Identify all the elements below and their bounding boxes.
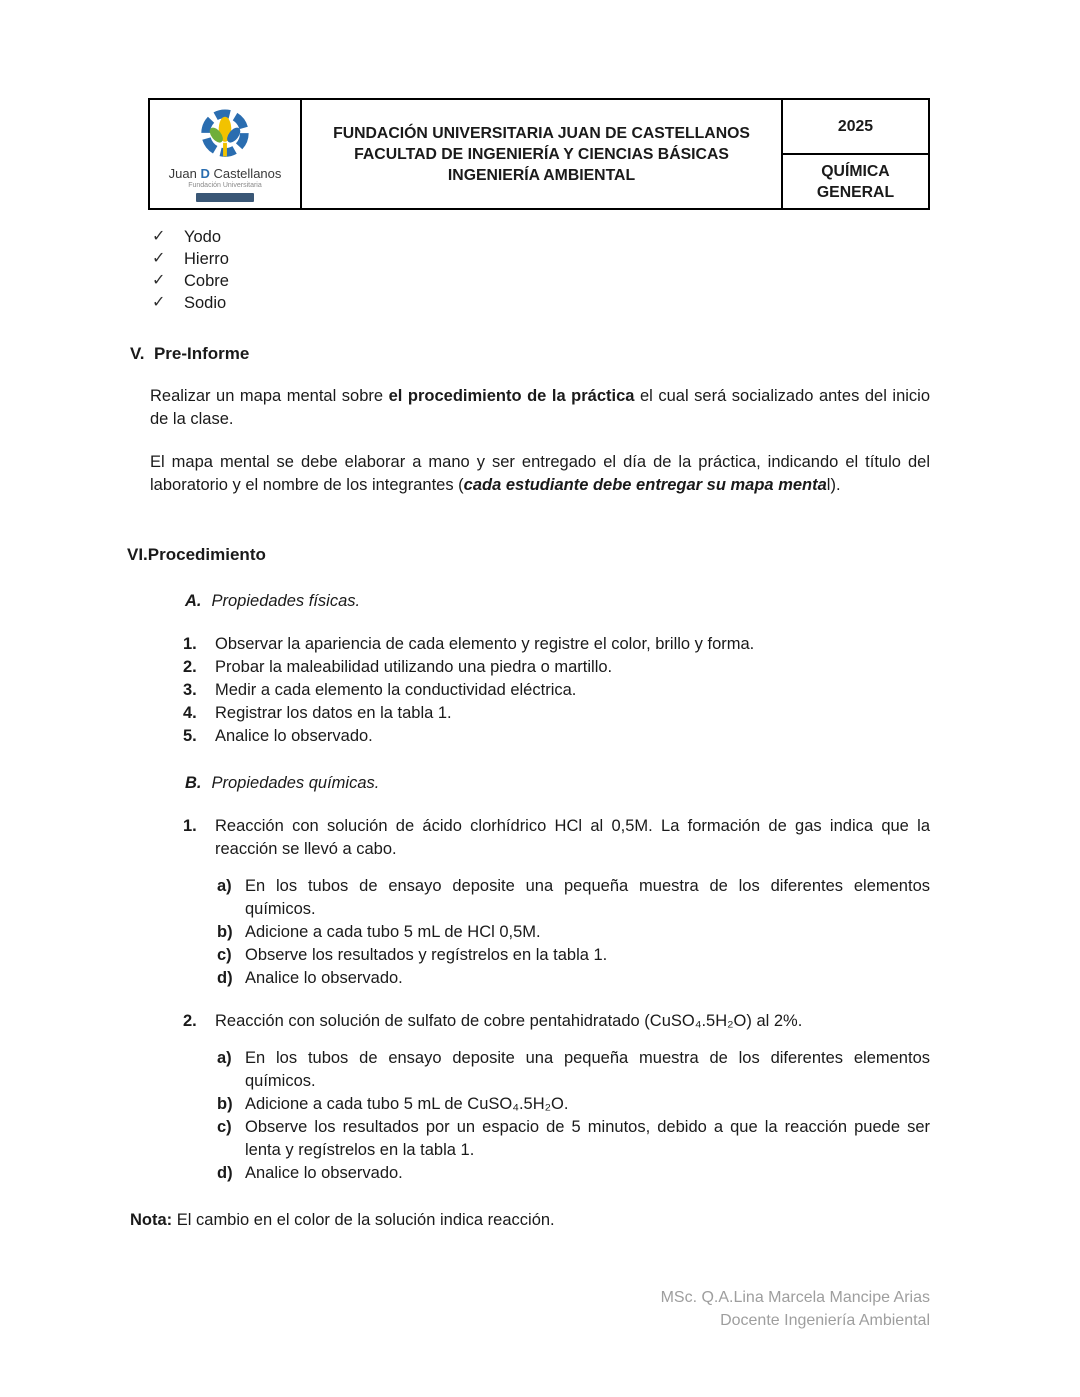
paragraph-text: el cual será socializado antes del inicio de la clase. — [150, 387, 930, 428]
logo-brand-text — [169, 167, 282, 181]
list-item — [217, 1116, 930, 1162]
paragraph-text: El mapa mental se debe elaborar a mano y ser entregado el día de la práctica, indicando el título del laboratorio y el nombre de los integrantes ( — [150, 453, 930, 494]
document-footer — [661, 1286, 930, 1332]
list-item — [152, 292, 930, 314]
list-item — [217, 1162, 930, 1185]
item-text: Analice lo observado. — [245, 969, 403, 987]
item-letter: b) — [217, 923, 233, 941]
paragraph-pre-informe-2 — [150, 451, 930, 497]
list-item — [217, 1047, 930, 1093]
lettered-sub-list — [130, 875, 930, 990]
subsection-title: Propiedades químicas. — [211, 774, 380, 792]
list-item — [152, 270, 930, 292]
item-text: Registrar los datos en la tabla 1. — [215, 704, 452, 722]
header-table — [148, 98, 930, 210]
item-text: Medir a cada elemento la conductividad eléctrica. — [215, 681, 577, 699]
checklist-label: Sodio — [184, 294, 227, 312]
item-number: 3. — [183, 681, 197, 699]
item-text: Observe los resultados por un espacio de 5 minutos, debido a que la reacción puede ser lenta y regístrelos en la tabla 1. — [245, 1118, 930, 1159]
section-heading-procedimiento: VI.Procedimiento — [127, 545, 266, 564]
list-item — [217, 921, 930, 944]
paragraph-text: Realizar un mapa mental sobre — [150, 387, 389, 405]
item-text: Observar la apariencia de cada elemento y registre el color, brillo y forma. — [215, 635, 755, 653]
subsection-label: A. — [185, 592, 202, 610]
item-letter: c) — [217, 946, 232, 964]
checklist-label: Hierro — [184, 250, 229, 268]
list-item — [183, 679, 930, 702]
list-item — [152, 248, 930, 270]
header-right-column — [783, 100, 928, 208]
item-text: Reacción con solución de ácido clorhídrico HCl al 0,5M. La formación de gas indica que la reacción se llevó a cabo. — [215, 817, 930, 858]
paragraph-pre-informe-1 — [150, 385, 930, 431]
element-checklist — [152, 226, 930, 314]
item-letter: c) — [217, 1118, 232, 1136]
header-title-line-1: FUNDACIÓN UNIVERSITARIA JUAN DE CASTELLANOS — [333, 124, 750, 142]
checklist-label: Yodo — [184, 228, 222, 246]
item-number: 2. — [183, 1012, 197, 1030]
item-text: En los tubos de ensayo deposite una pequeña muestra de los diferentes elementos químicos. — [245, 877, 930, 918]
logo-name-part3: Castellanos — [213, 166, 282, 181]
header-title-line-2: FACULTAD DE INGENIERÍA Y CIENCIAS BÁSICAS — [354, 145, 729, 163]
header-year: 2025 — [783, 100, 928, 155]
item-letter: d) — [217, 969, 233, 987]
logo-cell — [150, 100, 302, 208]
header-course: QUÍMICA GENERAL — [816, 162, 895, 201]
item-text: Adicione a cada tubo 5 mL de CuSO₄.5H₂O. — [245, 1095, 569, 1113]
list-item — [217, 1093, 930, 1116]
item-letter: a) — [217, 877, 232, 895]
lettered-sub-list — [130, 1047, 930, 1185]
logo-name-part2: D — [200, 166, 210, 181]
item-text: Probar la maleabilidad utilizando una piedra o martillo. — [215, 658, 613, 676]
item-text: En los tubos de ensayo deposite una pequeña muestra de los diferentes elementos químicos. — [245, 1049, 930, 1090]
list-item — [217, 875, 930, 921]
section-heading-pre-informe: V. Pre-Informe — [130, 344, 250, 363]
subsection-b-heading — [185, 772, 930, 795]
subsection-a-heading — [185, 590, 930, 613]
logo-subtitle: Fundación Universitaria — [188, 182, 262, 189]
item-text: Adicione a cada tubo 5 mL de HCl 0,5M. — [245, 923, 541, 941]
note-label: Nota: — [130, 1211, 173, 1229]
numbered-list-b — [130, 815, 930, 1185]
list-item — [183, 815, 930, 861]
footer-author: MSc. Q.A.Lina Marcela Mancipe Arias — [660, 1289, 930, 1306]
item-text: Analice lo observado. — [215, 727, 373, 745]
paragraph-bold-italic-text: cada estudiante debe entregar su mapa menta — [463, 476, 827, 494]
list-item — [183, 702, 930, 725]
header-title-cell — [302, 100, 783, 208]
list-item — [183, 656, 930, 679]
checkmark-icon: ✓ — [152, 228, 166, 245]
checkmark-icon: ✓ — [152, 250, 166, 267]
university-logo-icon — [194, 108, 256, 166]
paragraph-bold-text: el procedimiento de la práctica — [388, 387, 635, 405]
footer-role: Docente Ingeniería Ambiental — [720, 1312, 930, 1329]
numbered-list-a — [130, 633, 930, 748]
checkmark-icon: ✓ — [152, 294, 166, 311]
list-item — [183, 725, 930, 748]
item-number: 4. — [183, 704, 197, 722]
item-text: Analice lo observado. — [245, 1164, 403, 1182]
checklist-label: Cobre — [184, 272, 229, 290]
item-number: 2. — [183, 658, 197, 676]
logo-accreditation-bar — [196, 193, 254, 202]
item-number: 1. — [183, 635, 197, 653]
list-item — [217, 944, 930, 967]
list-item — [217, 967, 930, 990]
item-number: 1. — [183, 817, 197, 835]
note-paragraph — [130, 1209, 930, 1232]
list-item — [152, 226, 930, 248]
item-letter: d) — [217, 1164, 233, 1182]
note-text: El cambio en el color de la solución indica reacción. — [172, 1211, 555, 1229]
header-title-line-3: INGENIERÍA AMBIENTAL — [447, 166, 636, 184]
item-letter: a) — [217, 1049, 232, 1067]
checkmark-icon: ✓ — [152, 272, 166, 289]
list-item — [183, 1010, 930, 1033]
item-number: 5. — [183, 727, 197, 745]
logo-name-part1: Juan — [168, 166, 197, 181]
item-letter: b) — [217, 1095, 233, 1113]
subsection-label: B. — [185, 774, 202, 792]
item-text: Observe los resultados y regístrelos en la tabla 1. — [245, 946, 608, 964]
paragraph-text: l). — [826, 476, 841, 494]
subsection-title: Propiedades físicas. — [211, 592, 361, 610]
list-item — [183, 633, 930, 656]
item-text: Reacción con solución de sulfato de cobre pentahidratado (CuSO₄.5H₂O) al 2%. — [215, 1012, 803, 1030]
